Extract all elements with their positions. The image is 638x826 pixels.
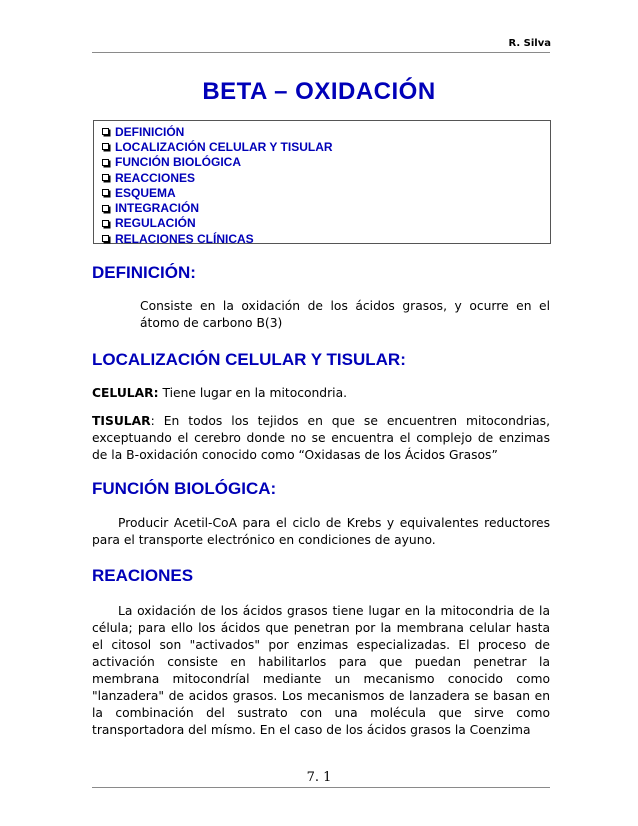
toc-item — [102, 170, 550, 185]
page-title: BETA – OXIDACIÓN — [202, 78, 436, 105]
toc-item — [102, 216, 550, 231]
toc-item-label: REGULACIÓN — [115, 216, 196, 231]
checkbox-bullet-icon — [102, 143, 109, 150]
tisular-text: : En todos los tejidos en que se encuentren mitocondrias, exceptuando el cerebro donde no se encuentra el complejo de enzimas de la B-oxidación conocido como “Oxidasas de los Ácidos Grasos” — [92, 414, 550, 462]
toc-item-label: REACCIONES — [115, 170, 196, 185]
toc-item — [102, 139, 550, 154]
toc-item-label: LOCALIZACIÓN CELULAR Y TISULAR — [115, 139, 333, 154]
celular-label: CELULAR: — [92, 386, 159, 400]
section-heading-localizacion: LOCALIZACIÓN CELULAR Y TISULAR: — [92, 350, 406, 369]
toc-list — [94, 121, 550, 246]
section-heading-definicion: DEFINICIÓN: — [92, 263, 196, 282]
funcion-text: Producir Acetil-CoA para el ciclo de Krebs y equivalentes reductores para el transporte electrónico en condiciones de ayuno. — [92, 516, 550, 547]
reacciones-text: La oxidación de los ácidos grasos tiene lugar en la mitocondria de la célula; para ello los ácidos que penetran por la membrana celular hasta el citosol son "activados" por enzimas especializadas. El proceso de activación consiste en habilitarlos para que puedan penetrar la membrana mitocondríal mediante un mecanismo conocido como "lanzadera" de acidos grasos. Los mecanismos de lanzadera se basan en la combinación del sustrato con una molécula que sirve como transportadora del mísmo. En el caso de los ácidos grasos la Coenzima — [92, 604, 550, 737]
definicion-text: Consiste en la oxidación de los ácidos grasos, y ocurre en el átomo de carbono B(3) — [140, 299, 550, 330]
header-divider — [92, 52, 550, 53]
checkbox-bullet-icon — [102, 235, 109, 242]
toc-item — [102, 231, 550, 246]
checkbox-bullet-icon — [102, 189, 109, 196]
celular-text: Tiene lugar en la mitocondria. — [158, 386, 348, 400]
section-heading-reacciones: REACIONES — [92, 566, 194, 585]
checkbox-bullet-icon — [102, 174, 109, 181]
toc-item-label: DEFINICIÓN — [115, 124, 185, 139]
toc-item-label: INTEGRACIÓN — [115, 201, 199, 216]
toc-box — [93, 120, 551, 244]
tisular-paragraph — [92, 413, 550, 464]
toc-item — [102, 155, 550, 170]
toc-item — [102, 185, 550, 200]
checkbox-bullet-icon — [102, 205, 109, 212]
toc-item — [102, 124, 550, 139]
header-author: R. Silva — [508, 38, 551, 49]
toc-item-label: FUNCIÓN BIOLÓGICA — [115, 155, 241, 170]
toc-item — [102, 200, 550, 215]
toc-item-label: ESQUEMA — [115, 185, 176, 200]
footer-divider — [92, 787, 550, 788]
checkbox-bullet-icon — [102, 220, 109, 227]
section-heading-funcion: FUNCIÓN BIOLÓGICA: — [92, 479, 277, 498]
checkbox-bullet-icon — [102, 128, 109, 135]
celular-paragraph — [92, 385, 550, 402]
checkbox-bullet-icon — [102, 159, 109, 166]
page-number: 7. 1 — [306, 770, 332, 785]
tisular-label: TISULAR — [92, 414, 151, 428]
toc-item-label: RELACIONES CLÍNICAS — [115, 231, 254, 246]
